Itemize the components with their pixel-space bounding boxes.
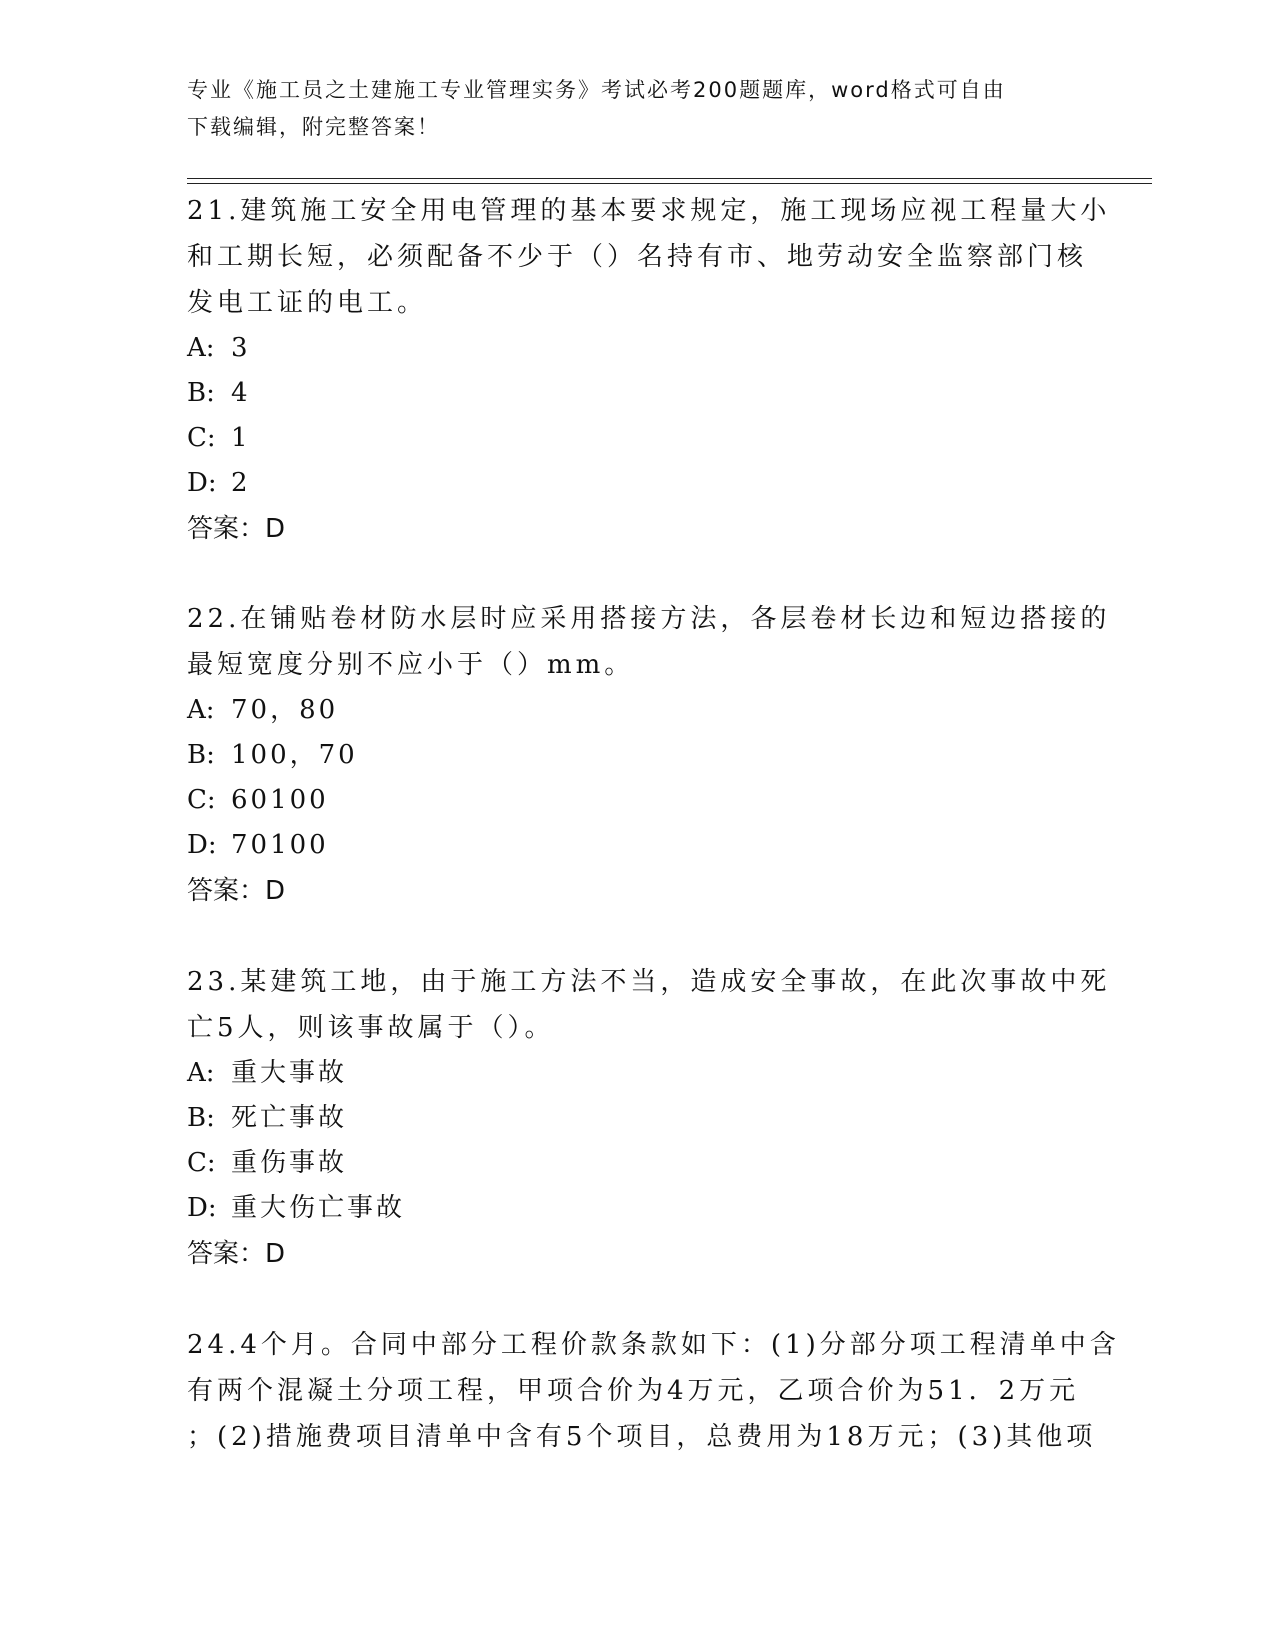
option-text: 死亡事故 <box>231 1103 348 1133</box>
option-key: B: <box>187 378 215 408</box>
option-key: D: <box>187 830 217 860</box>
option-a <box>187 688 1087 733</box>
question-text-line: 21.建筑施工安全用电管理的基本要求规定，施工现场应视工程量大小 <box>187 196 1111 226</box>
option-text: 4 <box>231 378 251 408</box>
question-text-line: 23.某建筑工地，由于施工方法不当，造成安全事故，在此次事故中死 <box>187 967 1111 997</box>
option-key: A: <box>187 333 215 363</box>
option-b <box>187 371 1087 416</box>
option-key: C: <box>187 785 216 815</box>
option-c <box>187 1141 1087 1186</box>
option-key: C: <box>187 1148 216 1178</box>
option-text: 1 <box>231 423 251 453</box>
document-header <box>187 72 1067 146</box>
option-text: 2 <box>231 468 251 498</box>
option-text: 70，80 <box>231 695 339 725</box>
option-d <box>187 1186 1087 1231</box>
option-key: D: <box>187 1193 217 1223</box>
option-d <box>187 823 1087 868</box>
option-c <box>187 416 1087 461</box>
header-line-1: 专业《施工员之土建施工专业管理实务》考试必考200题题库，word格式可自由 <box>187 78 1006 102</box>
option-text: 70100 <box>231 830 329 860</box>
question-text-line: 发电工证的电工。 <box>187 288 428 318</box>
answer-line: 答案：D <box>187 876 286 906</box>
option-text: 重伤事故 <box>231 1148 348 1178</box>
question-text-line: ；(2)措施费项目清单中含有5个项目，总费用为18万元；(3)其他项 <box>187 1422 1097 1452</box>
option-b <box>187 733 1087 778</box>
question-text-line: 亡5人，则该事故属于（）。 <box>187 1013 555 1043</box>
question-21 <box>187 188 1111 552</box>
option-text: 重大事故 <box>231 1058 348 1088</box>
answer-line: 答案：D <box>187 1239 286 1269</box>
option-key: B: <box>187 740 215 770</box>
option-text: 60100 <box>231 785 329 815</box>
header-divider-top <box>187 178 1152 179</box>
option-text: 3 <box>231 333 251 363</box>
option-d <box>187 461 1087 506</box>
answer-line: 答案：D <box>187 514 286 544</box>
option-key: A: <box>187 695 215 725</box>
question-text-line: 最短宽度分别不应小于（）mm。 <box>187 650 635 680</box>
question-22 <box>187 596 1111 914</box>
header-line-2: 下载编辑，附完整答案！ <box>187 115 440 139</box>
option-key: B: <box>187 1103 215 1133</box>
option-text: 100，70 <box>231 740 358 770</box>
question-23 <box>187 959 1111 1277</box>
option-key: D: <box>187 468 217 498</box>
option-text: 重大伤亡事故 <box>231 1193 406 1223</box>
option-key: C: <box>187 423 216 453</box>
option-a <box>187 1051 1087 1096</box>
question-text-line: 22.在铺贴卷材防水层时应采用搭接方法，各层卷材长边和短边搭接的 <box>187 604 1111 634</box>
question-text-line: 24.4个月。合同中部分工程价款条款如下：(1)分部分项工程清单中含 <box>187 1330 1120 1360</box>
header-divider-bottom <box>187 183 1152 184</box>
option-a <box>187 326 1087 371</box>
option-key: A: <box>187 1058 215 1088</box>
question-text-line: 和工期长短，必须配备不少于（）名持有市、地劳动安全监察部门核 <box>187 242 1088 272</box>
question-24 <box>187 1322 1120 1460</box>
option-b <box>187 1096 1087 1141</box>
option-c <box>187 778 1087 823</box>
question-text-line: 有两个混凝土分项工程，甲项合价为4万元，乙项合价为51．2万元 <box>187 1376 1080 1406</box>
